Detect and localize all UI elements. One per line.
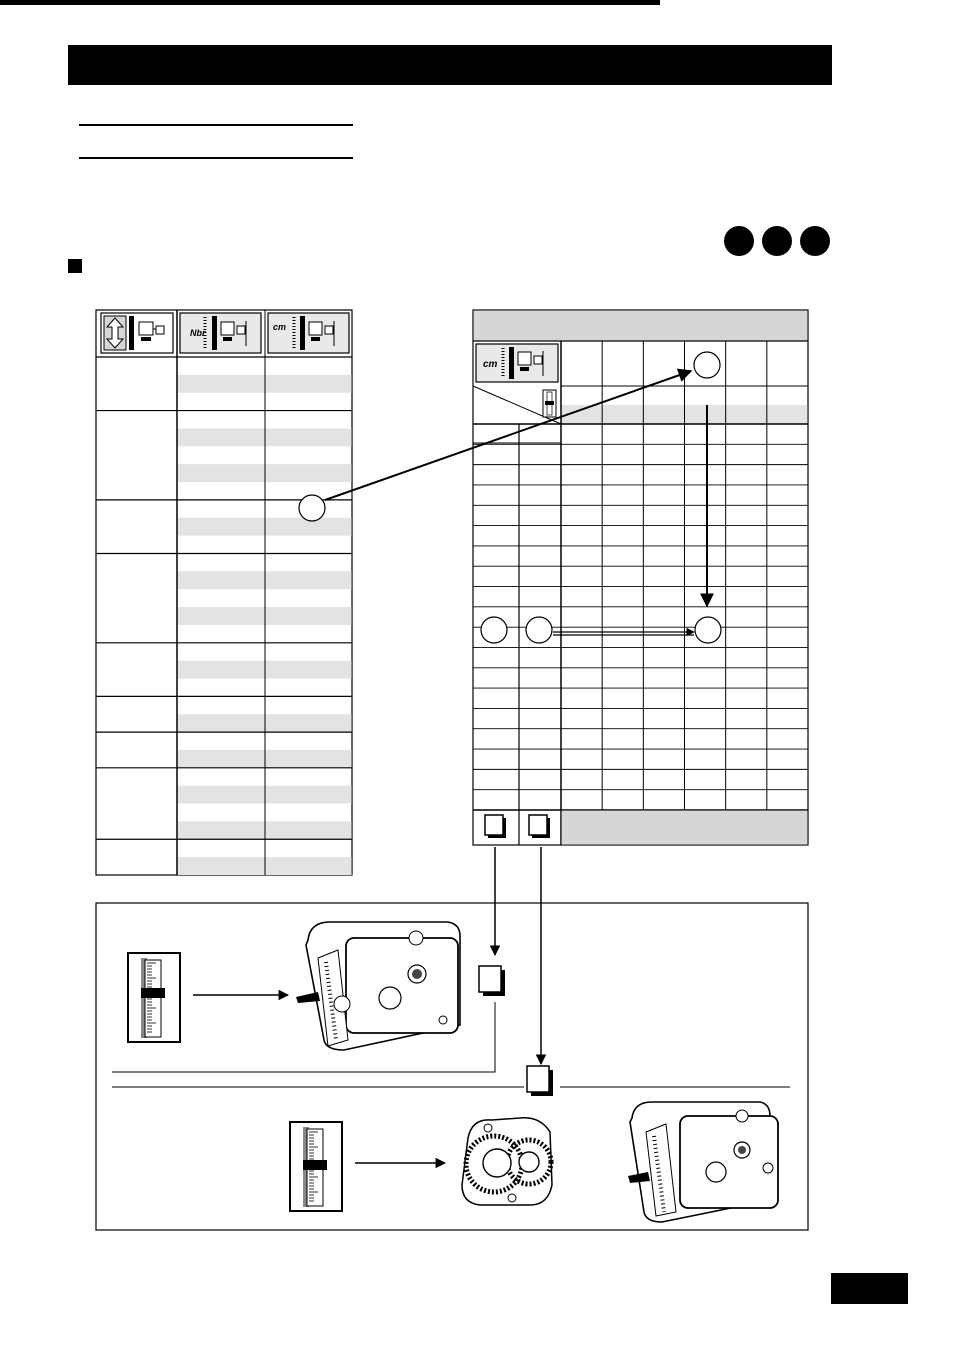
column-selection-circle <box>694 352 720 378</box>
row-spacing-cm-icon <box>268 313 349 353</box>
right-table <box>473 310 808 845</box>
vertical-adjust-icon <box>101 313 173 353</box>
row-spacing-cm-label: cm <box>273 322 287 332</box>
lever-scale-figure <box>290 1122 342 1211</box>
footer-checkbox-1 <box>485 815 506 838</box>
panel-checkbox-1 <box>479 966 505 996</box>
left-table <box>96 310 352 875</box>
right-row-spacing-cm-label: cm <box>483 359 498 370</box>
panel-checkbox-2 <box>527 1066 553 1096</box>
rows-count-label: Nbr <box>190 328 206 338</box>
footer-checkbox-2 <box>529 815 550 838</box>
right-table-rows <box>473 443 808 790</box>
lever-slider-icon <box>543 390 556 417</box>
row-spacing-cm-icon <box>476 344 558 382</box>
right-table-footer-band <box>562 811 808 845</box>
lever-scale-figure <box>128 953 180 1042</box>
gear-set-figure <box>462 1118 552 1205</box>
result-selection-circle <box>695 617 721 643</box>
adjustment-panel <box>96 903 808 1230</box>
row-selection-circle-1 <box>481 617 507 643</box>
right-table-title-band <box>474 311 808 341</box>
seeding-unit-figure <box>628 1102 778 1222</box>
rows-count-icon <box>180 313 261 353</box>
left-selection-circle <box>299 495 325 521</box>
seeding-unit-figure <box>296 922 460 1050</box>
row-selection-circle-2 <box>526 617 552 643</box>
